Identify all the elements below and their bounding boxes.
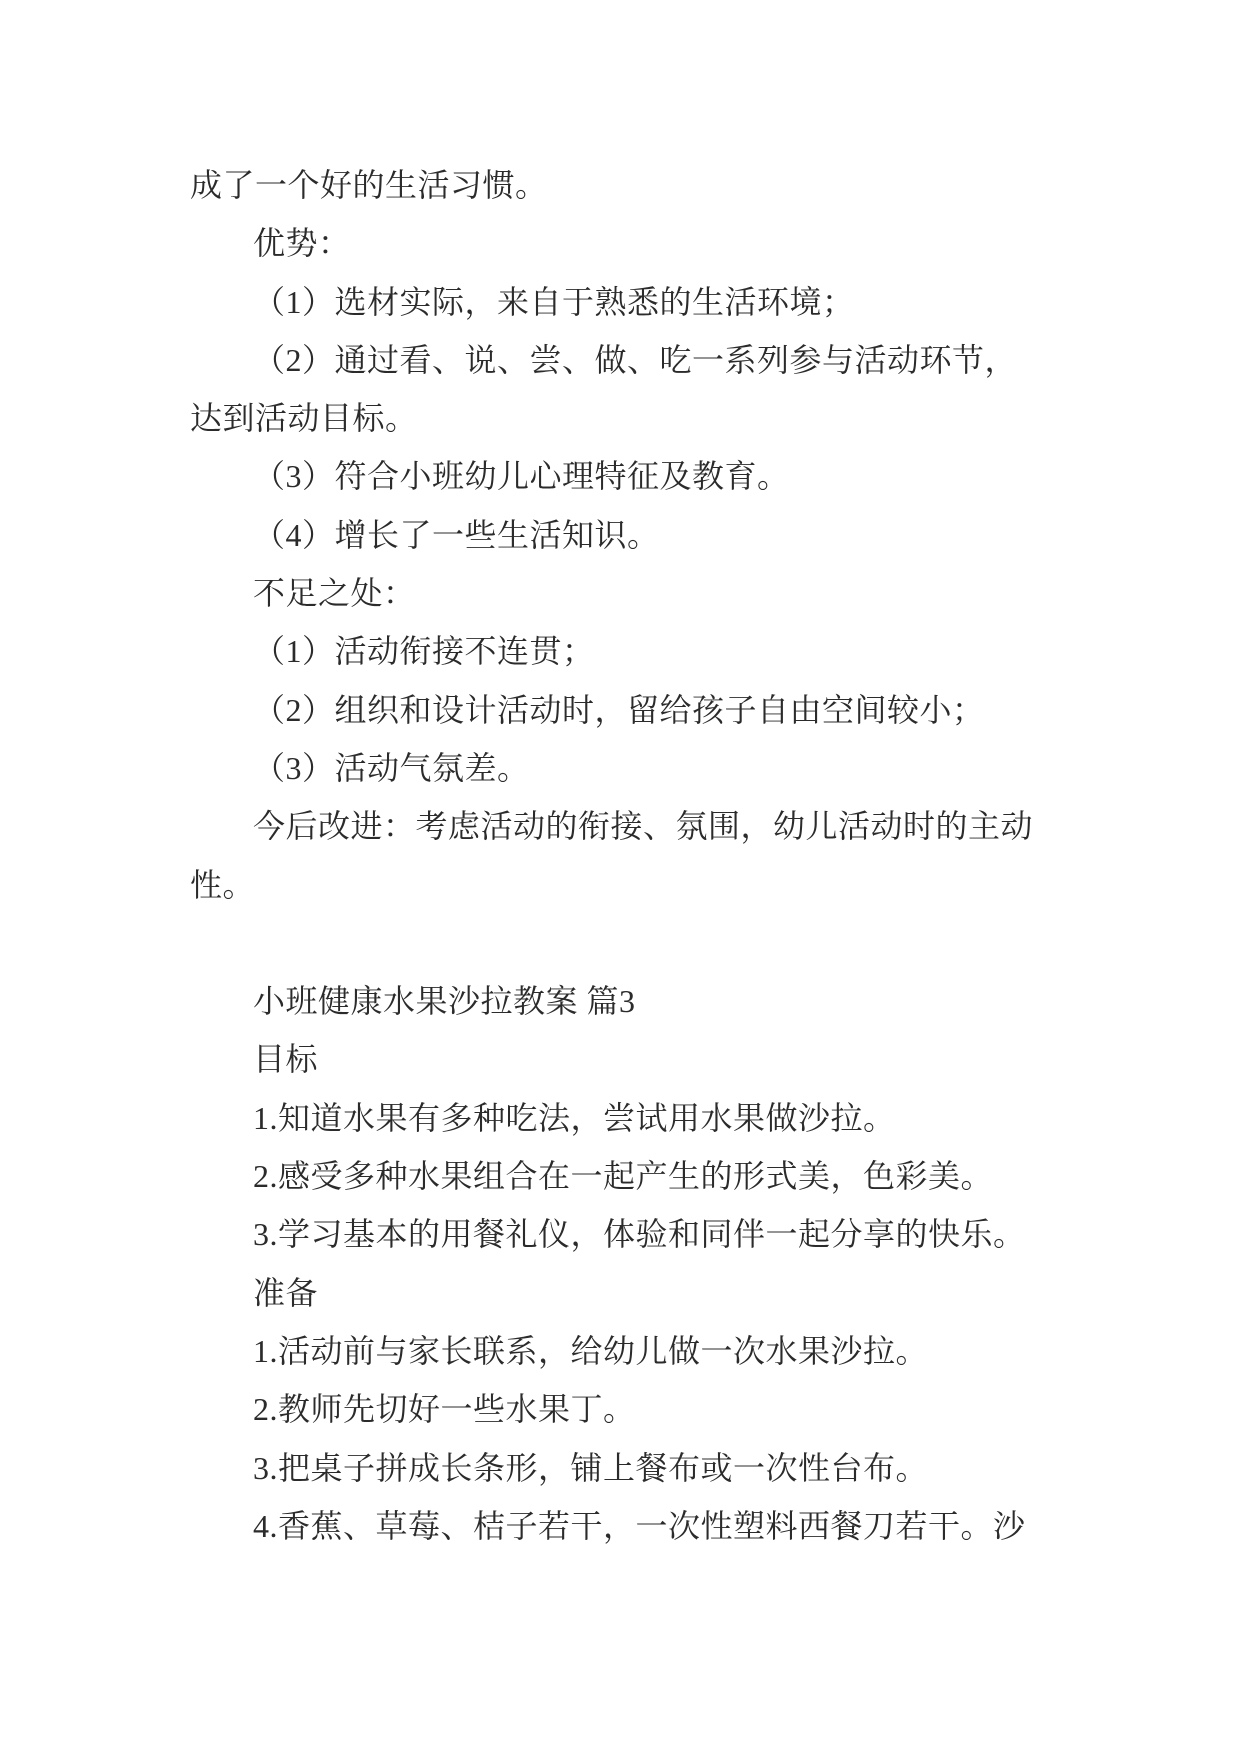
text-line: 1.活动前与家长联系，给幼儿做一次水果沙拉。	[253, 1332, 929, 1369]
text-line: （1）活动衔接不连贯；	[253, 633, 595, 670]
text-line: （2）组织和设计活动时，留给孩子自由空间较小；	[253, 691, 985, 728]
text-line: 今后改进：考虑活动的衔接、氛围，幼儿活动时的主动	[253, 808, 1034, 845]
text-line: 成了一个好的生活习惯。	[190, 167, 548, 203]
text-line: 1.知道水果有多种吃法，尝试用水果做沙拉。	[253, 1099, 896, 1136]
text-line: 优势：	[253, 225, 351, 262]
text-line: 3.学习基本的用餐礼仪，体验和同伴一起分享的快乐。	[253, 1216, 1026, 1253]
text-line: 不足之处：	[253, 575, 416, 612]
text-line: 2.教师先切好一些水果丁。	[253, 1391, 636, 1428]
text-line: （3）活动气氛差。	[253, 749, 530, 786]
text-line: 4.香蕉、草莓、桔子若干，一次性塑料西餐刀若干。沙	[253, 1507, 1026, 1544]
section-title: 小班健康水果沙拉教案 篇3	[253, 983, 636, 1020]
text-line: 3.把桌子拼成长条形，铺上餐布或一次性台布。	[253, 1449, 929, 1486]
text-line: 性。	[190, 866, 256, 903]
text-line: （4）增长了一些生活知识。	[253, 516, 660, 553]
text-line: （1）选材实际，来自于熟悉的生活环境；	[253, 283, 855, 320]
subsection-label: 准备	[253, 1274, 319, 1311]
text-line: 2.感受多种水果组合在一起产生的形式美，色彩美。	[253, 1158, 994, 1195]
subsection-label: 目标	[253, 1041, 319, 1078]
document-body	[190, 156, 1080, 1555]
text-line: （3）符合小班幼儿心理特征及教育。	[253, 458, 790, 495]
text-line: （2）通过看、说、尝、做、吃一系列参与活动环节，	[253, 341, 1018, 378]
text-line: 达到活动目标。	[190, 400, 418, 437]
